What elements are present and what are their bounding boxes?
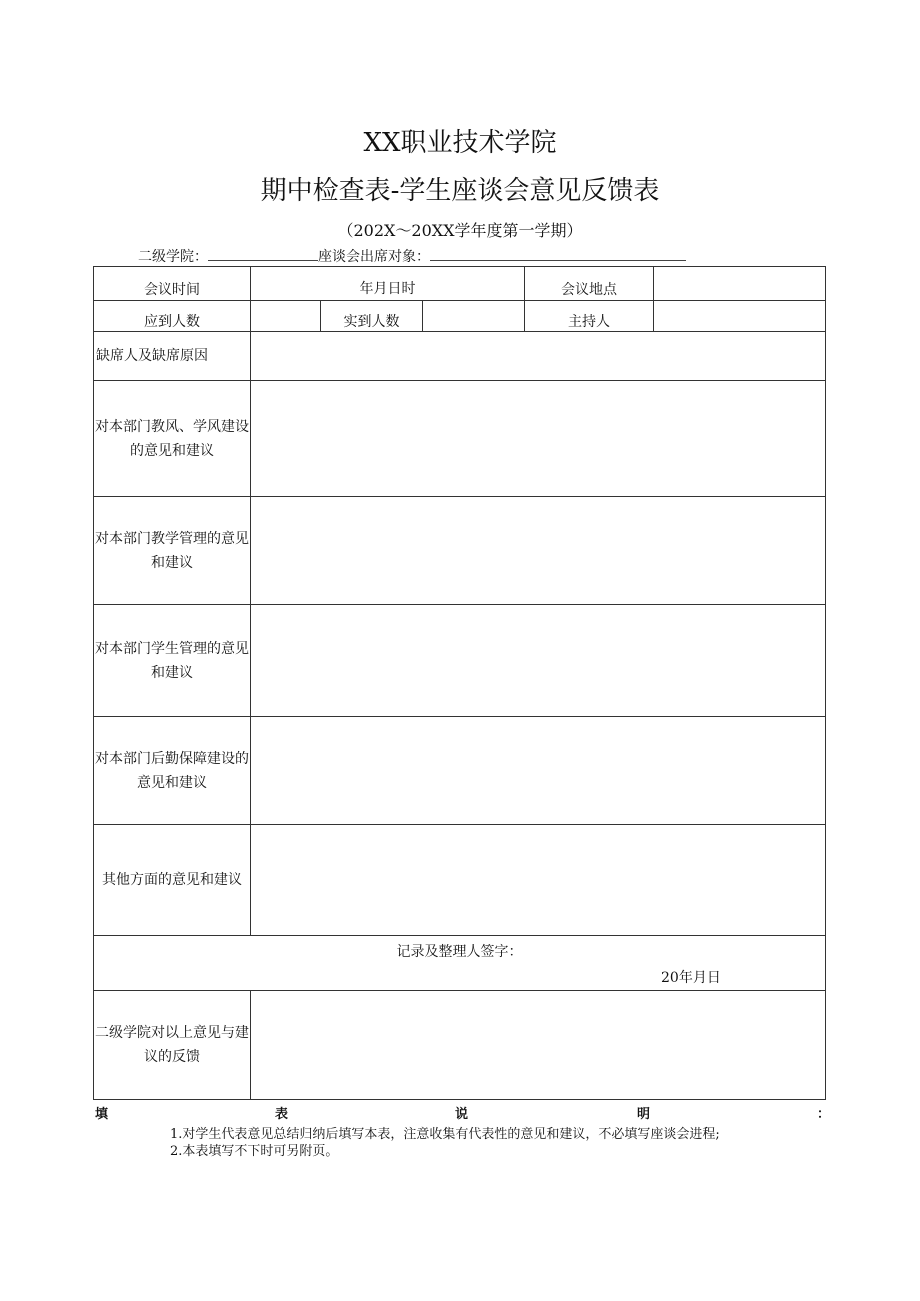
meeting-place-label: 会议地点 bbox=[561, 282, 617, 298]
topic-field-student-mgmt[interactable] bbox=[251, 605, 825, 716]
topic-label-other: 其他方面的意见和建议 bbox=[102, 872, 242, 888]
note-item-2: 2.本表填写不下时可另附页。 bbox=[170, 1144, 339, 1159]
meta-line bbox=[138, 246, 686, 266]
host-label: 主持人 bbox=[568, 314, 610, 330]
college-label: 二级学院： bbox=[138, 249, 208, 265]
notes-heading-char: 明 bbox=[637, 1107, 651, 1122]
college-blank[interactable] bbox=[208, 246, 318, 261]
attendee-blank[interactable] bbox=[430, 246, 686, 261]
recorder-signature-label[interactable]: 记录及整理人签字： bbox=[396, 944, 523, 960]
meeting-place-field[interactable] bbox=[654, 267, 825, 300]
signature-date[interactable]: 20年月日 bbox=[661, 970, 721, 986]
notes-heading-char: ： bbox=[817, 1107, 831, 1122]
topic-label-study-style: 对本部门教风、学风建设的意见和建议 bbox=[95, 418, 249, 459]
expected-count-label: 应到人数 bbox=[144, 314, 200, 330]
feedback-table bbox=[93, 266, 826, 1100]
absent-field[interactable] bbox=[251, 332, 825, 380]
absent-label: 缺席人及缺席原因 bbox=[96, 348, 208, 364]
meeting-time-label: 会议时间 bbox=[144, 282, 200, 298]
attendee-label: 座谈会出席对象： bbox=[318, 249, 430, 265]
term-subtitle: （202X～20XX学年度第一学期） bbox=[337, 221, 583, 240]
actual-count-label: 实到人数 bbox=[343, 314, 400, 330]
notes-heading-char: 说 bbox=[455, 1107, 469, 1122]
actual-count-field[interactable] bbox=[423, 301, 524, 331]
topic-label-teaching-mgmt: 对本部门教学管理的意见和建议 bbox=[95, 530, 249, 571]
form-title: 期中检查表-学生座谈会意见反馈表 bbox=[260, 176, 660, 206]
topic-field-logistics[interactable] bbox=[251, 717, 825, 824]
notes-heading-char: 表 bbox=[275, 1107, 289, 1122]
note-item-1: 1.对学生代表意见总结归纳后填写本表，注意收集有代表性的意见和建议，不必填写座谈会进程; bbox=[170, 1127, 720, 1142]
host-field[interactable] bbox=[654, 301, 825, 331]
feedback-field[interactable] bbox=[251, 991, 825, 1099]
topic-label-logistics: 对本部门后勤保障建设的意见和建议 bbox=[95, 750, 249, 791]
topic-field-study-style[interactable] bbox=[251, 381, 825, 496]
school-name: XX职业技术学院 bbox=[363, 128, 557, 158]
feedback-label: 二级学院对以上意见与建议的反馈 bbox=[95, 1025, 249, 1065]
meeting-time-value[interactable]: 年月日时 bbox=[359, 281, 416, 297]
topic-label-student-mgmt: 对本部门学生管理的意见和建议 bbox=[95, 640, 249, 681]
topic-field-other[interactable] bbox=[251, 825, 825, 935]
expected-count-field[interactable] bbox=[251, 301, 320, 331]
notes-heading-char: 填 bbox=[95, 1107, 109, 1122]
topic-field-teaching-mgmt[interactable] bbox=[251, 497, 825, 604]
